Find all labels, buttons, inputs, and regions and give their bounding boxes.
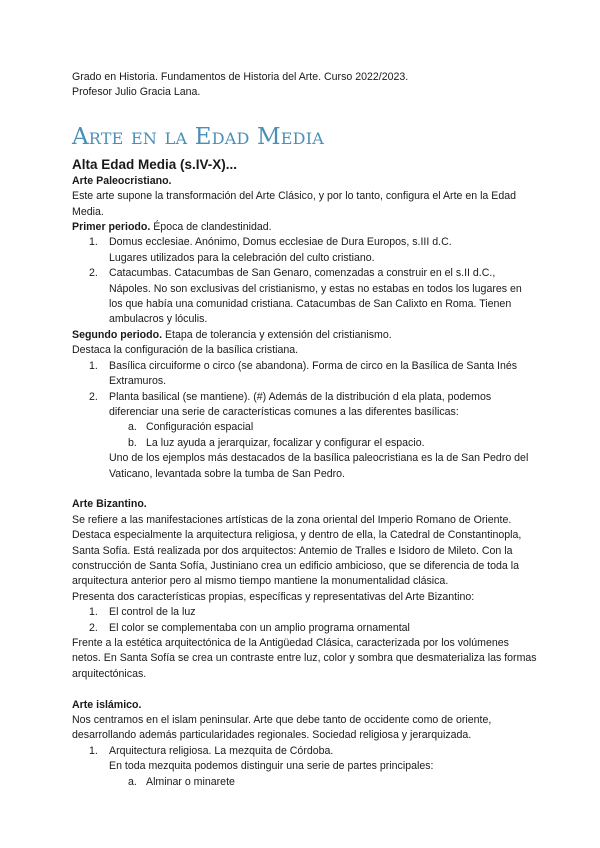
period1-label: Primer periodo. xyxy=(72,221,151,234)
list-item-text: Catacumbas. Catacumbas de San Genaro, comenzadas a construir en el s.II d.C., Nápoles. No son exclusivas del cristianismo, y estas no estabas en todos los lugares en los que había una comunidad cristiana. Catacumbas de San Calixto en Roma. Tienen ambulacros y lóculis. xyxy=(109,267,522,326)
list-item-text: Domus ecclesiae. Anónimo, Domus ecclesiae de Dura Europos, s.III d.C. xyxy=(109,236,452,249)
list-item xyxy=(72,235,538,266)
paleo-intro: Este arte supone la transformación del Arte Clásico, y por lo tanto, configura el Arte en la Edad Media. xyxy=(72,190,517,218)
course-header-line2: Profesor Julio Gracia Lana. xyxy=(72,86,201,99)
period1-text: Época de clandestinidad. xyxy=(150,221,272,234)
document-title: Arte en la Edad Media xyxy=(72,123,324,150)
list-number: 1. xyxy=(89,236,98,249)
list-number: 2. xyxy=(89,390,98,403)
list-item xyxy=(72,359,538,390)
paleo-closing: Uno de los ejemplos más destacados de la basílica paleocristiana es la de San Pedro del Vaticano, levantada sobre la tumba de San Pedro. xyxy=(109,452,529,480)
list-item-text: El control de la luz xyxy=(109,606,196,619)
list-item xyxy=(72,605,538,620)
period2-list xyxy=(72,359,538,482)
list-item xyxy=(72,266,538,328)
list-item xyxy=(72,744,538,790)
list-item xyxy=(72,390,538,482)
biz-closing: Frente a la estética arquitectónica de la Antigüedad Clásica, caracterizada por los volúmenes netos. En Santa Sofía se crea un contraste entre luz, color y sombra que desmaterializa las formas arquitectónicas. xyxy=(72,636,537,680)
sub-list-item xyxy=(72,775,538,790)
section-heading: Alta Edad Media (s.IV-X)... xyxy=(72,156,238,172)
sub-list-item-text: Configuración espacial xyxy=(146,421,254,434)
list-number: 2. xyxy=(89,621,98,634)
sub-list-letter: a. xyxy=(128,775,137,788)
list-number: 2. xyxy=(89,267,98,280)
paleo-period2 xyxy=(72,328,538,343)
biz-heading: Arte Bizantino. xyxy=(72,498,147,511)
paleo-heading: Arte Paleocristiano. xyxy=(72,174,172,187)
biz-list xyxy=(72,605,538,636)
sub-list-letter: b. xyxy=(128,436,137,449)
isl-heading: Arte islámico. xyxy=(72,698,142,711)
list-number: 1. xyxy=(89,606,98,619)
sub-list-item xyxy=(72,436,538,451)
list-item-text: Planta basilical (se mantiene). (#) Además de la distribución d ela plata, podemos diferenciar una serie de características comunes a las diferentes basílicas: xyxy=(109,390,492,418)
biz-paragraph: Se refiere a las manifestaciones artísticas de la zona oriental del Imperio Romano de Oriente. Destaca especialmente la arquitectura religiosa, y dentro de ella, la Catedral de Constantinopla, Santa Sofía. Está realizada por dos arquitectos: Antemio de Tralles e Isidoro de Mileto. Con la construcción de Santa Sofía, Justiniano crea un edificio ambicioso, que se diferencia de toda la arquitectura anterior pero al mismo tiempo mantiene la monumentalidad clásica. xyxy=(72,513,522,588)
document-body xyxy=(72,70,538,790)
list-item-continuation: En toda mezquita podemos distinguir una serie de partes principales: xyxy=(109,760,434,773)
isl-paragraph: Nos centramos en el islam peninsular. Arte que debe tanto de occidente como de oriente, desarrollando además particularidades regionales. Sociedad religiosa y jerarquizada. xyxy=(72,714,492,742)
list-item-text: El color se complementaba con un amplio programa ornamental xyxy=(109,621,410,634)
paleo-period1 xyxy=(72,220,538,235)
sub-list xyxy=(109,420,538,451)
biz-paragraph-2: Presenta dos características propias, específicas y representativas del Arte Bizantino: xyxy=(72,590,475,603)
period1-list xyxy=(72,235,538,327)
list-item-continuation: Lugares utilizados para la celebración del culto cristiano. xyxy=(109,251,375,264)
isl-list xyxy=(72,744,538,790)
sub-list-item xyxy=(72,420,538,435)
period2-text: Etapa de tolerancia y extensión del cristianismo. xyxy=(162,328,392,341)
sub-list-item-text: La luz ayuda a jerarquizar, focalizar y configurar el espacio. xyxy=(146,436,425,449)
sub-list xyxy=(109,775,538,790)
period2-label: Segundo periodo. xyxy=(72,328,163,341)
list-number: 1. xyxy=(89,744,98,757)
sub-list-item-text: Alminar o minarete xyxy=(146,775,235,788)
sub-list-letter: a. xyxy=(128,421,137,434)
list-number: 1. xyxy=(89,359,98,372)
period2-sub: Destaca la configuración de la basílica cristiana. xyxy=(72,344,299,357)
course-header-line1: Grado en Historia. Fundamentos de Historia del Arte. Curso 2022/2023. xyxy=(72,71,409,83)
list-item xyxy=(72,621,538,636)
list-item-text: Arquitectura religiosa. La mezquita de Córdoba. xyxy=(109,744,334,757)
list-item-text: Basílica circuiforme o circo (se abandona). Forma de circo en la Basílica de Santa Inés Extramuros. xyxy=(109,359,518,388)
